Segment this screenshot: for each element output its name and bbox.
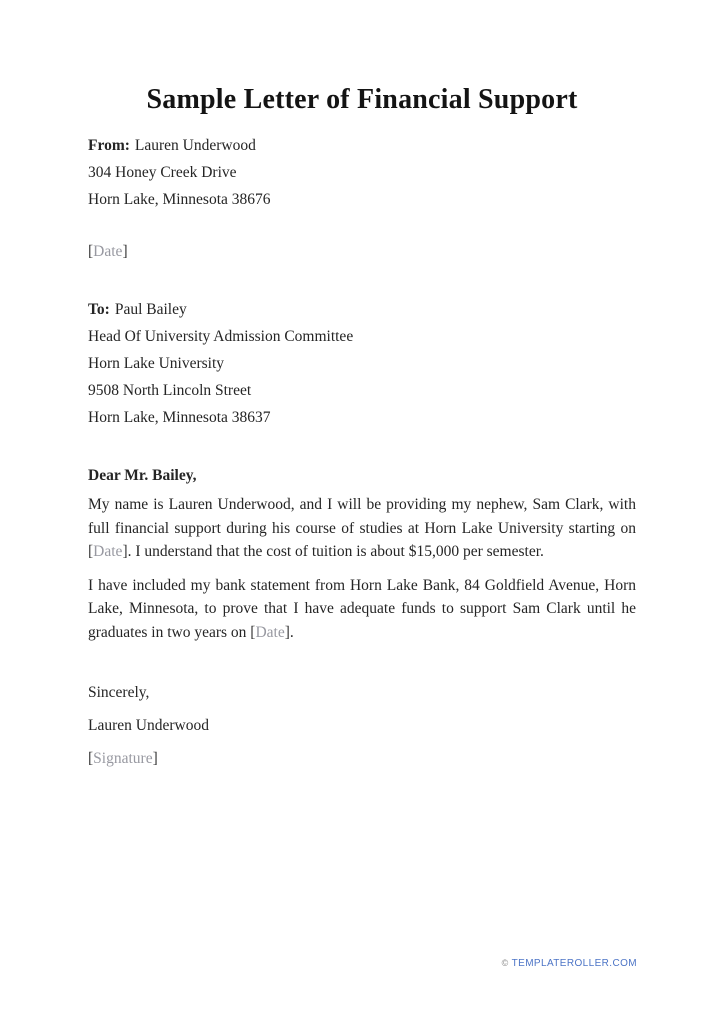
salutation: Dear Mr. Bailey, <box>88 467 197 484</box>
to-label: To: <box>88 301 110 318</box>
signer-name: Lauren Underwood <box>88 717 209 734</box>
signature-placeholder <box>88 745 636 772</box>
body-paragraph-1 <box>88 493 636 564</box>
page-title: Sample Letter of Financial Support <box>146 84 578 115</box>
sender-address-line-1: 304 Honey Creek Drive <box>88 164 237 181</box>
recipient-to-line <box>88 296 636 323</box>
closing-block <box>88 679 636 772</box>
paragraph-2-text-after: . <box>289 623 294 641</box>
open-bracket: [ <box>88 543 94 560</box>
recipient-address-line-2: Horn Lake, Minnesota 38637 <box>88 409 271 426</box>
close-bracket: ] <box>152 750 158 767</box>
from-label: From: <box>88 137 130 154</box>
recipient-role: Head Of University Admission Committee <box>88 328 354 345</box>
open-bracket: [ <box>88 243 94 260</box>
valediction: Sincerely, <box>88 684 150 701</box>
recipient-address-line-1: 9508 North Lincoln Street <box>88 382 252 399</box>
copyright-icon: © <box>501 958 509 968</box>
templateroller-footer-link[interactable] <box>502 958 637 969</box>
sender-address-line-2: Horn Lake, Minnesota 38676 <box>88 191 271 208</box>
date-placeholder-text: Date <box>255 623 285 641</box>
recipient-organization: Horn Lake University <box>88 355 225 372</box>
open-bracket: [ <box>88 750 94 767</box>
close-bracket: ] <box>122 243 128 260</box>
paragraph-1-text-before: My name is Lauren Underwood, and I will be providing my nephew, Sam Clark, with full financial support during his course of studies at Horn Lake University starting on <box>88 496 636 537</box>
close-bracket: ] <box>122 543 128 560</box>
date-placeholder-text: Date <box>93 243 123 260</box>
date-placeholder-text: Date <box>93 543 123 560</box>
body-paragraph-2 <box>88 574 636 645</box>
signature-placeholder-text: Signature <box>93 750 153 767</box>
paragraph-2-text-before: I have included my bank statement from Horn Lake Bank, 84 Goldfield Avenue, Horn Lake, Minnesota, to prove that I have adequate funds to support Sam Clark until he graduates in two years on <box>88 576 636 641</box>
paragraph-1-text-after: . I understand that the cost of tuition is about $15,000 per semester. <box>127 543 544 560</box>
close-bracket: ] <box>284 623 290 641</box>
sender-from-line <box>88 132 636 159</box>
footer-site-name: TEMPLATEROLLER.COM <box>511 958 637 969</box>
date-placeholder <box>88 238 636 265</box>
sender-name: Lauren Underwood <box>134 137 256 154</box>
sender-block <box>88 132 636 213</box>
recipient-name: Paul Bailey <box>114 301 187 318</box>
open-bracket: [ <box>250 623 256 641</box>
recipient-block <box>88 296 636 431</box>
